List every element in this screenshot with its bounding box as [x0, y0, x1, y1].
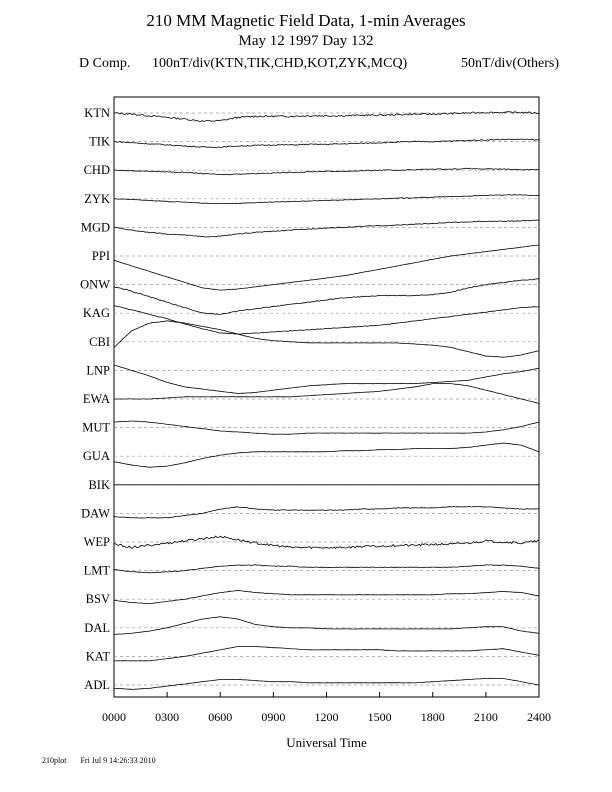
trace-mgd — [114, 220, 539, 237]
x-tick-label-0900: 0900 — [261, 710, 286, 724]
trace-lnp — [114, 365, 539, 394]
station-label-lnp: LNP — [86, 363, 110, 378]
station-label-kat: KAT — [85, 649, 110, 664]
trace-dal — [114, 617, 539, 635]
station-label-mut: MUT — [82, 420, 110, 435]
trace-lmt — [114, 565, 539, 573]
trace-bsv — [114, 591, 539, 604]
chart-title: 210 MM Magnetic Field Data, 1-min Averages — [146, 11, 466, 30]
station-label-daw: DAW — [81, 506, 110, 521]
scale-primary-label: 100nT/div(KTN,TIK,CHD,KOT,ZYK,MCQ) — [152, 56, 408, 71]
trace-group — [114, 112, 539, 690]
scale-secondary-label: 50nT/div(Others) — [461, 56, 559, 71]
station-label-gua: GUA — [82, 449, 110, 464]
station-label-adl: ADL — [84, 678, 110, 692]
trace-tik — [114, 139, 539, 148]
station-label-kag: KAG — [82, 306, 110, 321]
plot-footer — [42, 756, 168, 765]
trace-ppi — [114, 245, 539, 290]
station-label-onw: ONW — [80, 277, 110, 292]
x-tick-label-0600: 0600 — [208, 710, 233, 724]
station-label-cbi: CBI — [89, 334, 110, 349]
trace-onw — [114, 279, 539, 315]
x-tick-label-2100: 2100 — [473, 710, 498, 724]
trace-zyk — [114, 195, 539, 204]
trace-kag — [114, 305, 539, 334]
trace-chd — [114, 168, 539, 175]
station-label-lmt: LMT — [83, 563, 110, 578]
station-label-group — [80, 106, 110, 692]
trace-cbi — [114, 321, 539, 357]
trace-ewa — [114, 384, 539, 404]
station-label-ewa: EWA — [82, 392, 110, 406]
x-tick-label-2400: 2400 — [527, 710, 551, 724]
station-label-chd: CHD — [83, 163, 110, 178]
station-label-tik: TIK — [89, 134, 110, 149]
x-tick-label-1800: 1800 — [420, 710, 445, 724]
station-label-bik: BIK — [88, 477, 110, 492]
trace-kat — [114, 646, 539, 661]
trace-adl — [114, 678, 539, 689]
station-label-dal: DAL — [84, 620, 110, 635]
trace-daw — [114, 507, 539, 519]
station-label-bsv: BSV — [85, 592, 110, 607]
station-label-ktn: KTN — [84, 106, 110, 120]
trace-gua — [114, 443, 539, 467]
x-axis-label: Universal Time — [286, 735, 367, 750]
x-tick-label-1200: 1200 — [314, 710, 339, 724]
footer-program: 210plot — [42, 756, 67, 765]
x-tick-label-1500: 1500 — [367, 710, 392, 724]
station-label-mgd: MGD — [80, 220, 110, 235]
station-label-wep: WEP — [83, 535, 110, 549]
baseline-group — [114, 113, 539, 685]
footer-timestamp: Fri Jul 9 14:26:33 2010 — [80, 756, 156, 765]
chart-date-line: May 12 1997 Day 132 — [238, 33, 374, 49]
component-label: D Comp. — [79, 56, 131, 71]
x-tick-label-0300: 0300 — [155, 710, 180, 724]
station-label-zyk: ZYK — [84, 191, 110, 206]
station-label-ppi: PPI — [91, 249, 110, 263]
x-tick-label-0000: 0000 — [102, 710, 126, 724]
